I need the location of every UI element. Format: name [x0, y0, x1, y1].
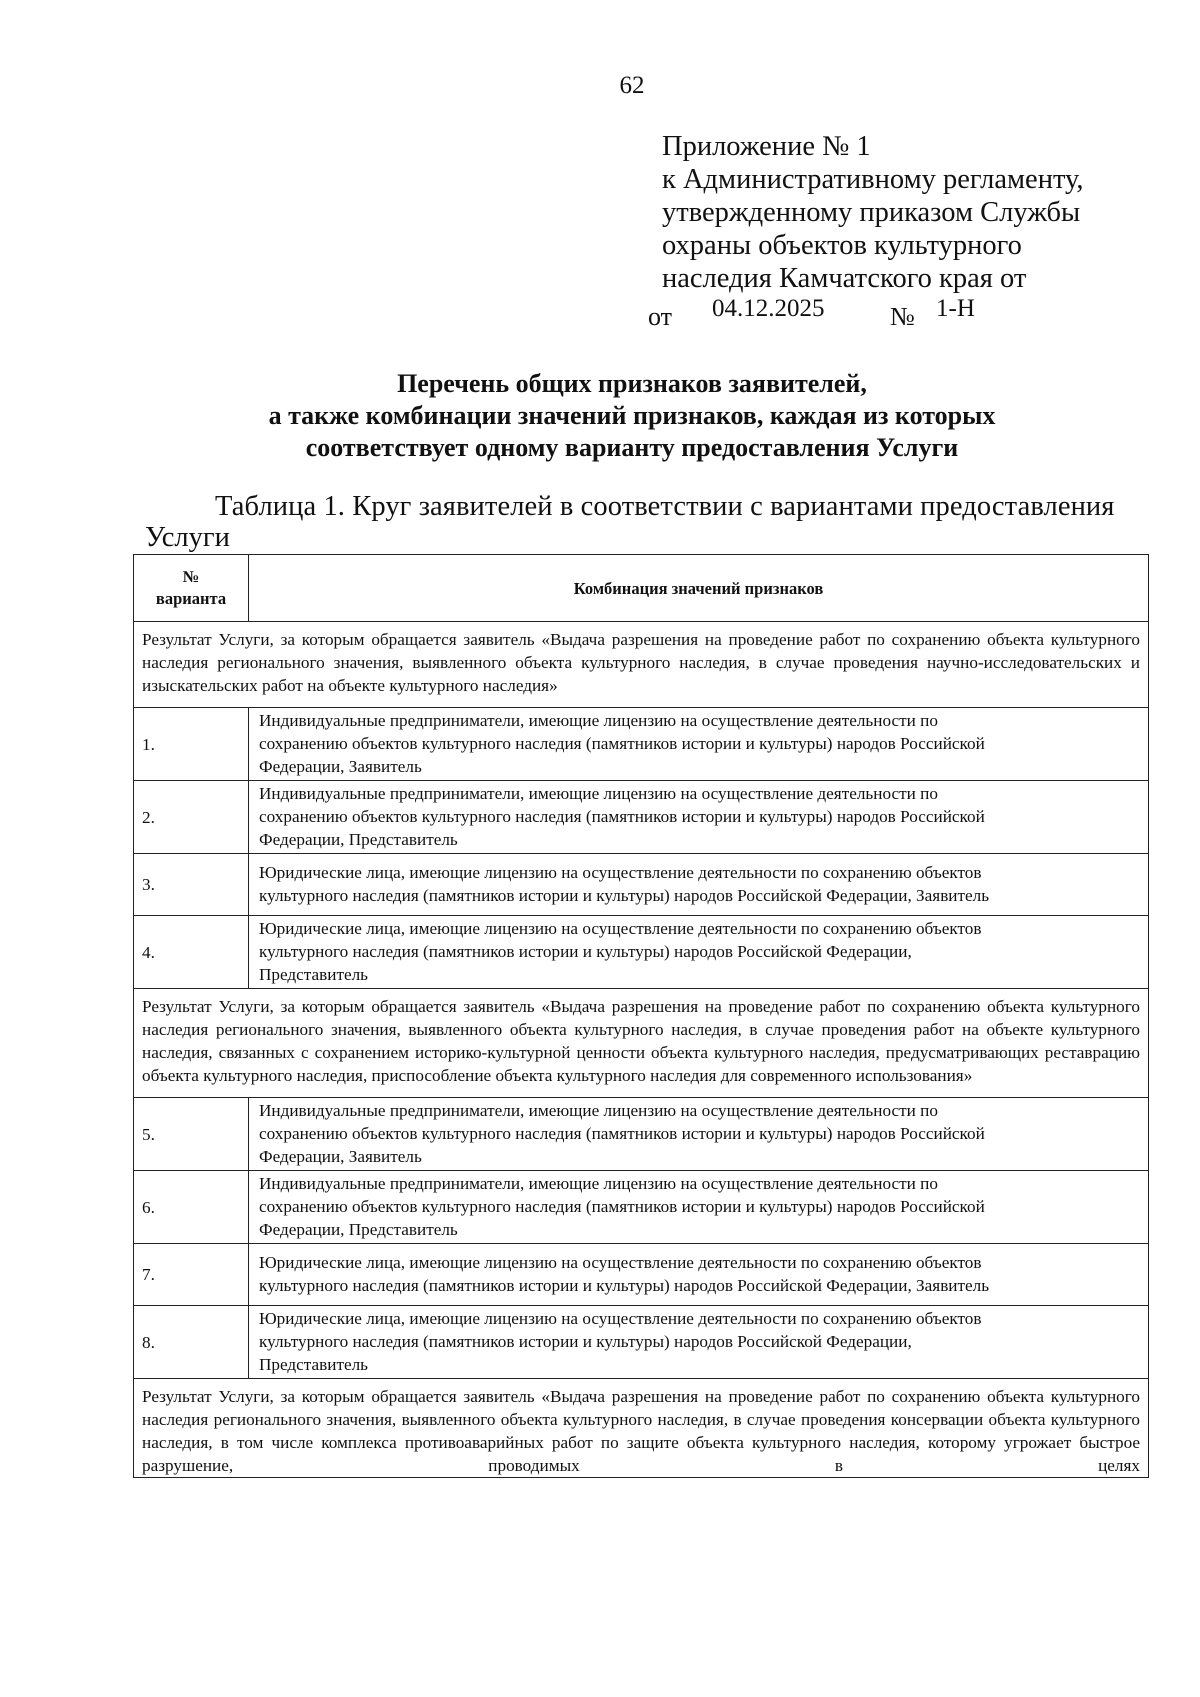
description-line: культурного наследия (памятников истории и культуры) народов Российской Федерации, Заявитель	[259, 886, 990, 905]
table-row	[134, 854, 1149, 916]
variant-number: 3.	[134, 854, 249, 916]
description-line: сохранению объектов культурного наследия (памятников истории и культуры) народов Российской	[259, 807, 985, 826]
appendix-line: охраны объектов культурного	[662, 230, 1022, 261]
description-line: Индивидуальные предприниматели, имеющие лицензию на осуществление деятельности по	[259, 711, 938, 730]
document-heading	[132, 368, 1132, 464]
table-row	[134, 1244, 1149, 1306]
order-reference	[648, 292, 1008, 332]
appendix-line: Приложение № 1	[662, 131, 871, 162]
header-number-sign: №	[182, 567, 200, 586]
variant-description	[249, 1244, 1149, 1306]
table-row	[134, 1098, 1149, 1171]
description-line: сохранению объектов культурного наследия (памятников истории и культуры) народов Российской	[259, 1197, 985, 1216]
variant-number: 2.	[134, 781, 249, 854]
table-header-row	[134, 555, 1149, 622]
description-line: культурного наследия (памятников истории и культуры) народов Российской Федерации, Заявитель	[259, 1276, 990, 1295]
heading-line: соответствует одному варианту предоставления Услуги	[305, 433, 959, 462]
heading-line: Перечень общих признаков заявителей,	[397, 369, 867, 398]
table-row	[134, 1306, 1149, 1379]
variant-description	[249, 781, 1149, 854]
variant-number: 7.	[134, 1244, 249, 1306]
appendix-line: утвержденному приказом Службы	[662, 197, 1081, 228]
variant-description	[249, 1098, 1149, 1171]
group-row	[134, 989, 1149, 1098]
table-caption: Таблица 1. Круг заявителей в соответствии с вариантами предоставления	[215, 491, 1115, 522]
order-date: 04.12.2025	[712, 295, 825, 322]
variant-number: 5.	[134, 1098, 249, 1171]
table-row	[134, 1171, 1149, 1244]
table-row	[134, 708, 1149, 781]
table-row	[134, 916, 1149, 989]
appendix-line: наследия Камчатского края от	[662, 263, 1027, 294]
description-line: Юридические лица, имеющие лицензию на осуществление деятельности по сохранению объектов	[259, 863, 982, 882]
variant-number: 6.	[134, 1171, 249, 1244]
description-line: Представитель	[259, 1355, 368, 1374]
variant-description	[249, 1171, 1149, 1244]
group-row	[134, 622, 1149, 708]
appendix-line: к Административному регламенту,	[662, 164, 1084, 195]
description-line: культурного наследия (памятников истории и культуры) народов Российской Федерации,	[259, 1332, 912, 1351]
description-line: сохранению объектов культурного наследия (памятников истории и культуры) народов Российской	[259, 734, 985, 753]
description-line: Федерации, Заявитель	[259, 1147, 422, 1166]
description-line: Юридические лица, имеющие лицензию на осуществление деятельности по сохранению объектов	[259, 1253, 982, 1272]
variant-description	[249, 854, 1149, 916]
order-from-label: от	[648, 302, 673, 331]
description-line: Федерации, Представитель	[259, 1220, 458, 1239]
variant-description	[249, 1306, 1149, 1379]
table-caption-continued: Услуги	[145, 522, 230, 553]
description-line: Индивидуальные предприниматели, имеющие лицензию на осуществление деятельности по	[259, 784, 938, 803]
header-variant-label: варианта	[155, 589, 227, 608]
header-combination: Комбинация значений признаков	[249, 555, 1149, 622]
description-line: Юридические лица, имеющие лицензию на осуществление деятельности по сохранению объектов	[259, 1309, 982, 1328]
appendix-block	[662, 130, 1192, 295]
table-row	[134, 781, 1149, 854]
heading-line: а также комбинации значений признаков, каждая из которых	[268, 401, 996, 430]
description-line: Представитель	[259, 965, 368, 984]
order-number: 1-Н	[936, 295, 975, 322]
group-row	[134, 1379, 1149, 1478]
variant-number: 4.	[134, 916, 249, 989]
variant-number: 1.	[134, 708, 249, 781]
description-line: Юридические лица, имеющие лицензию на осуществление деятельности по сохранению объектов	[259, 919, 982, 938]
group-result-3: Результат Услуги, за которым обращается заявитель «Выдача разрешения на проведение работ по сохранению объекта культурного наследия регионального значения, выявленного объекта культурного наследия, в случае проведения консервации объекта культурного наследия, в том числе комплекса противоаварийных работ по защите объекта культурного наследия, которому угрожает быстрое разрушение, проводимых в целях	[134, 1379, 1149, 1478]
description-line: Индивидуальные предприниматели, имеющие лицензию на осуществление деятельности по	[259, 1101, 938, 1120]
applicants-table	[133, 554, 1149, 1478]
variant-description	[249, 708, 1149, 781]
group-result-2: Результат Услуги, за которым обращается заявитель «Выдача разрешения на проведение работ по сохранению объекта культурного наследия регионального значения, выявленного объекта культурного наследия, в случае проведения работ на объекте культурного наследия, связанных с сохранением историко-культурной ценности объекта культурного наследия, предусматривающих реставрацию объекта культурного наследия, приспособление объекта культурного наследия для современного использования»	[134, 989, 1149, 1098]
header-variant-number	[134, 555, 249, 622]
description-line: Федерации, Представитель	[259, 830, 458, 849]
description-line: сохранению объектов культурного наследия (памятников истории и культуры) народов Российской	[259, 1124, 985, 1143]
variant-number: 8.	[134, 1306, 249, 1379]
description-line: Федерации, Заявитель	[259, 757, 422, 776]
group-result-1: Результат Услуги, за которым обращается заявитель «Выдача разрешения на проведение работ по сохранению объекта культурного наследия регионального значения, выявленного объекта культурного наследия, в случае проведения научно-исследовательских и изыскательских работ на объекте культурного наследия»	[134, 622, 1149, 708]
page-number: 62	[619, 72, 645, 99]
description-line: культурного наследия (памятников истории и культуры) народов Российской Федерации,	[259, 942, 912, 961]
order-number-label: №	[890, 302, 915, 331]
description-line: Индивидуальные предприниматели, имеющие лицензию на осуществление деятельности по	[259, 1174, 938, 1193]
variant-description	[249, 916, 1149, 989]
